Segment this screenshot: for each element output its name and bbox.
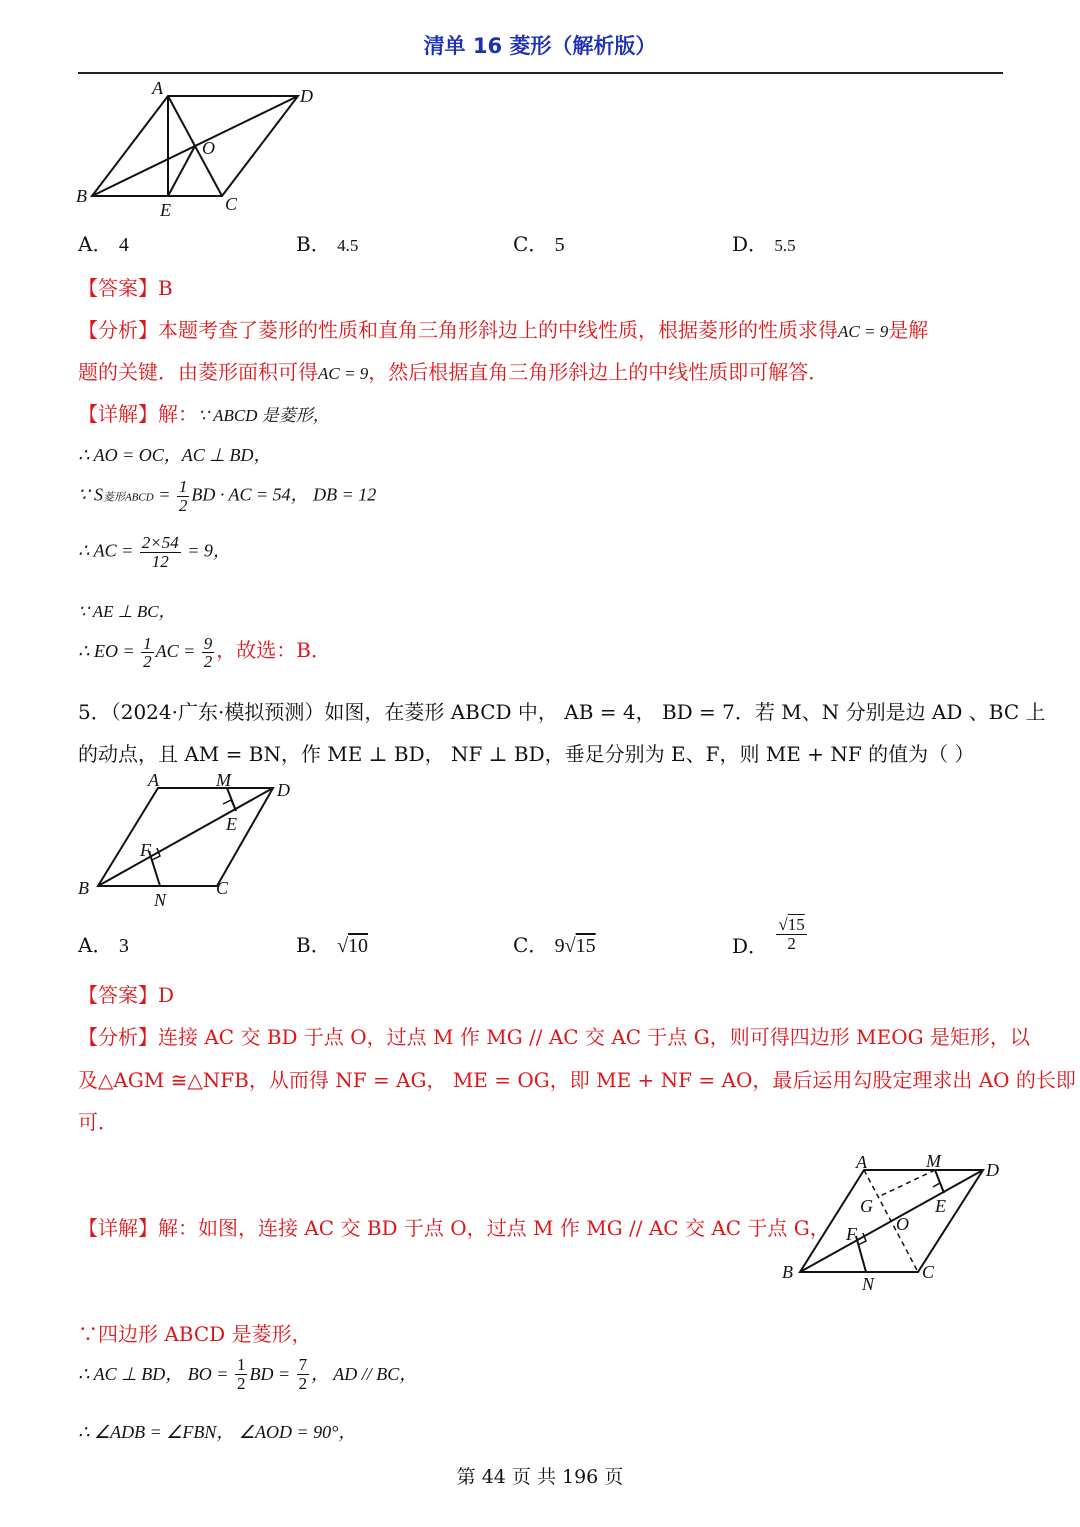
q5s-label-m: M <box>926 1151 941 1171</box>
q5-answer: 【答案】D <box>78 983 175 1007</box>
q4-label-b: B <box>76 186 87 206</box>
q5s-label-b: B <box>782 1262 793 1282</box>
q5-stem-line2: 的动点，且 AM = BN，作 ME ⊥ BD， NF ⊥ BD，垂足分别为 E、F，则 ME + NF 的值为（ ） <box>78 742 975 766</box>
q5-label-b: B <box>78 878 89 898</box>
q4-analysis-line1: 【分析】本题考查了菱形的性质和直角三角形斜边上的中线性质，根据菱形的性质求得AC = 9是解 <box>78 318 929 342</box>
q5s-label-g: G <box>860 1196 873 1216</box>
q5-detail-intro: 【详解】解：如图，连接 AC 交 BD 于点 O，过点 M 作 MG // AC 交 AC 于点 G， <box>78 1216 830 1240</box>
q4-rhombus-figure <box>70 78 330 218</box>
page-footer: 第 44 页 共 196 页 <box>456 1466 624 1488</box>
q5-detail-step2: ∴ AC ⊥ BD， BO = $\frac{1}{2}$ BD = $\frac{7}{2}$ ， AD // BC， <box>78 1355 418 1393</box>
q5-label-m: M <box>216 770 231 790</box>
q5-label-n: N <box>154 890 167 910</box>
q4-detail-step5: ∵ AE ⊥ BC， <box>78 602 176 621</box>
q5-analysis-line3: 可． <box>78 1110 118 1134</box>
q4-option-d: D． 5.5 <box>732 232 796 256</box>
q5-analysis-line2: 及△AGM ≅△NFB，从而得 NF = AG， ME = OG，即 ME + NF = AO，最后运用勾股定理求出 AO 的长即 <box>78 1068 1076 1092</box>
q4-label-d: D <box>300 86 313 106</box>
q4-detail-step4: ∴ AC = $\frac{2\times 54}{12}$ = 9， <box>78 533 231 571</box>
q4-option-b: B． 4.5 <box>296 232 359 256</box>
q5s-diagonal-ac <box>864 1170 918 1272</box>
q5-analysis-line1: 【分析】连接 AC 交 BD 于点 O，过点 M 作 MG // AC 交 AC 于点 G，则可得四边形 MEOG 是矩形，以 <box>78 1025 1030 1049</box>
q5s-label-c: C <box>922 1262 935 1282</box>
q4-option-a: A． 4 <box>78 232 129 256</box>
q5-label-e: E <box>226 814 237 834</box>
q5s-label-n: N <box>862 1274 875 1294</box>
q4-label-c: C <box>225 194 238 214</box>
q5s-label-o: O <box>896 1214 909 1234</box>
page-header-title: 清单 16 菱形（解析版） <box>423 34 657 58</box>
q4-detail-step6: ∴ EO = $\frac{1}{2}$ AC = $\frac{9}{2}$ ，故选：B． <box>78 633 331 672</box>
q5-option-c: C． 9√15 <box>513 933 596 957</box>
q5-diagonal-bd <box>98 788 273 886</box>
q4-label-o: O <box>202 138 215 158</box>
q5-label-c: C <box>216 878 229 898</box>
q5-detail-step3: ∴ ∠ADB = ∠FBN， ∠AOD = 90°， <box>78 1422 357 1442</box>
q4-label-a: A <box>152 78 163 98</box>
header-rule <box>78 72 1003 74</box>
q5-label-a: A <box>148 770 159 790</box>
q5-label-f: F <box>140 840 151 860</box>
q4-option-c: C． 5 <box>513 232 565 256</box>
q4-answer: 【答案】B <box>78 276 173 300</box>
q5-solution-figure <box>778 1150 1008 1295</box>
q5-label-d: D <box>277 780 290 800</box>
q4-analysis-line2: 题的关键．由菱形面积可得AC = 9，然后根据直角三角形斜边上的中线性质即可解答． <box>78 360 829 384</box>
q5-rhombus-figure <box>70 768 310 910</box>
q5s-segment-mg <box>878 1170 935 1197</box>
q5-option-b: B． √10 <box>296 933 369 957</box>
q5s-label-e: E <box>935 1196 946 1216</box>
q4-label-e: E <box>160 200 171 218</box>
q5s-label-f: F <box>846 1224 857 1244</box>
q4-detail-intro: 【详解】解：∵ ABCD 是菱形， <box>78 402 330 426</box>
q5-stem-line1: 5．（2024·广东·模拟预测）如图，在菱形 ABCD 中， AB = 4， BD = 7．若 M、N 分别是边 AD 、BC 上 <box>78 700 1046 724</box>
q5s-label-a: A <box>856 1152 867 1172</box>
q4-detail-step3: ∵ S菱形ABCD = $\frac{1}{2}$ BD · AC = 54， DB = 12 <box>78 477 377 515</box>
q5-option-d: D． $\frac{√15}{2}$ <box>732 915 805 958</box>
q5s-label-d: D <box>986 1160 999 1180</box>
q5-option-a: A． 3 <box>78 933 129 957</box>
q5-detail-step1: ∵四边形 ABCD 是菱形， <box>78 1322 312 1346</box>
q4-detail-step2: ∴ AO = OC，AC ⊥ BD， <box>78 445 272 465</box>
